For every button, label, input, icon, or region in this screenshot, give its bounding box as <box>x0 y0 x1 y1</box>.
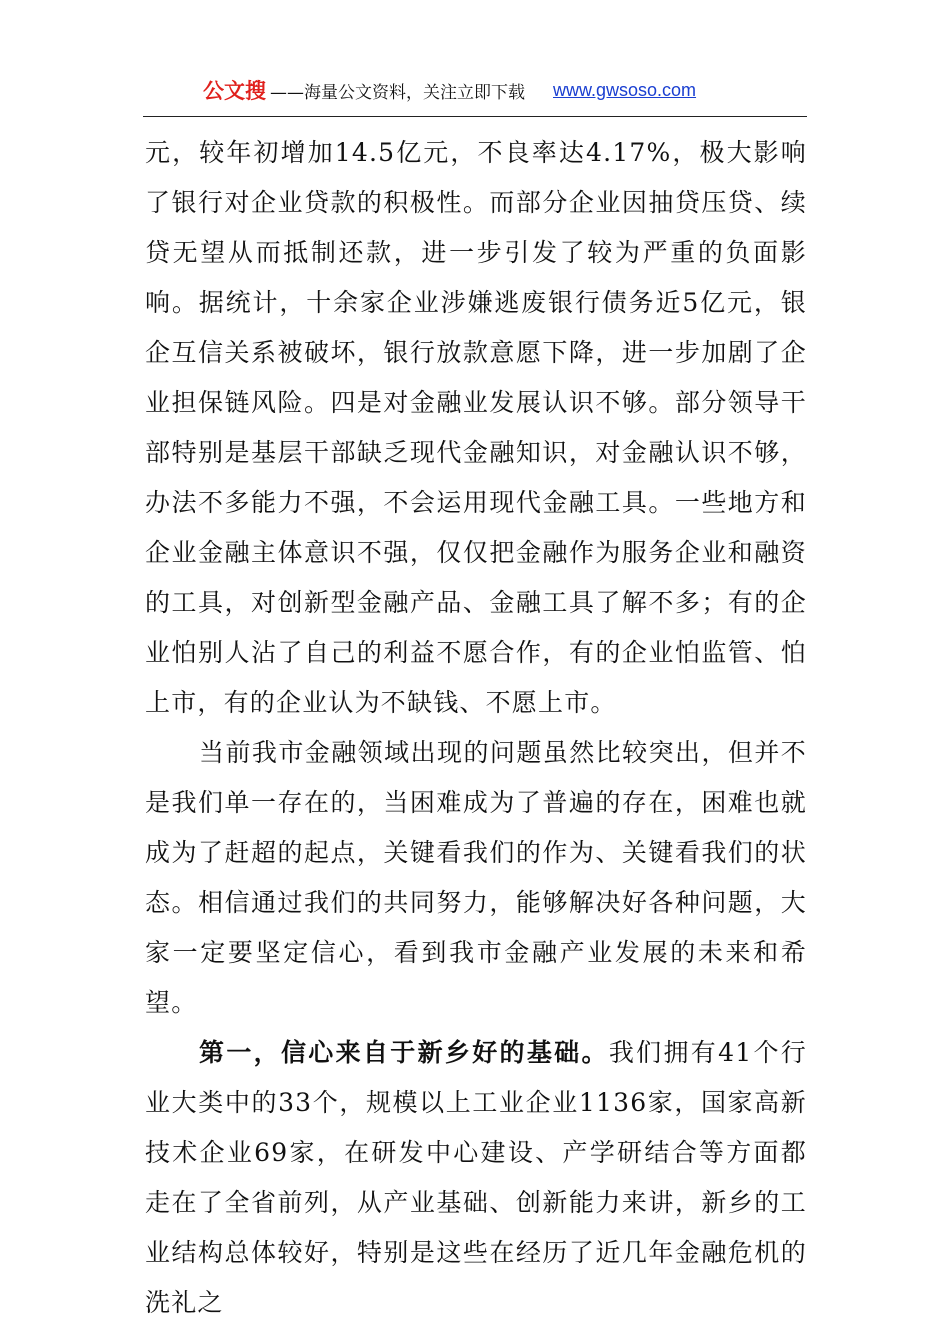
site-link[interactable]: www.gwsoso.com <box>553 79 697 100</box>
header-tagline: ——海量公文资料，关注立即下载 <box>270 82 525 103</box>
paragraph-1: 元，较年初增加14.5亿元，不良率达4.17%，极大影响了银行对企业贷款的积极性。而部分企业因抽贷压贷、续贷无望从而抵制还款，进一步引发了较为严重的负面影响。据统计，十余家企业涉嫌逃废银行债务近5亿元，银企互信关系被破坏，银行放款意愿下降，进一步加剧了企业担保链风险。四是对金融业发展认识不够。部分领导干部特别是基层干部缺乏现代金融知识，对金融认识不够，办法不多能力不强，不会运用现代金融工具。一些地方和企业金融主体意识不强，仅仅把金融作为服务企业和融资的工具，对创新型金融产品、金融工具了解不多；有的企业怕别人沾了自己的利益不愿合作，有的企业怕监管、怕上市，有的企业认为不缺钱、不愿上市。 <box>145 138 807 717</box>
header-divider <box>143 116 807 117</box>
brand-logo-text: 公文搜 <box>203 79 266 103</box>
paragraph-2: 当前我市金融领域出现的问题虽然比较突出，但并不是我们单一存在的，当困难成为了普遍的存在，困难也就成为了赶超的起点，关键看我们的作为、关键看我们的状态。相信通过我们的共同努力，能够解决好各种问题，大家一定要坚定信心，看到我市金融产业发展的未来和希望。 <box>145 738 807 1017</box>
paragraph-3-text: 我们拥有41个行业大类中的33个，规模以上工业企业1136家，国家高新技术企业69家，在研发中心建设、产学研结合等方面都走在了全省前列，从产业基础、创新能力来讲，新乡的工业结构总体较好，特别是这些在经历了近几年金融危机的洗礼之 <box>145 1038 807 1317</box>
page-header <box>145 70 807 110</box>
document-body <box>145 128 807 1328</box>
paragraph-3-lead: 第一，信心来自于新乡好的基础。 <box>199 1038 609 1067</box>
paragraph-3 <box>145 1028 807 1328</box>
